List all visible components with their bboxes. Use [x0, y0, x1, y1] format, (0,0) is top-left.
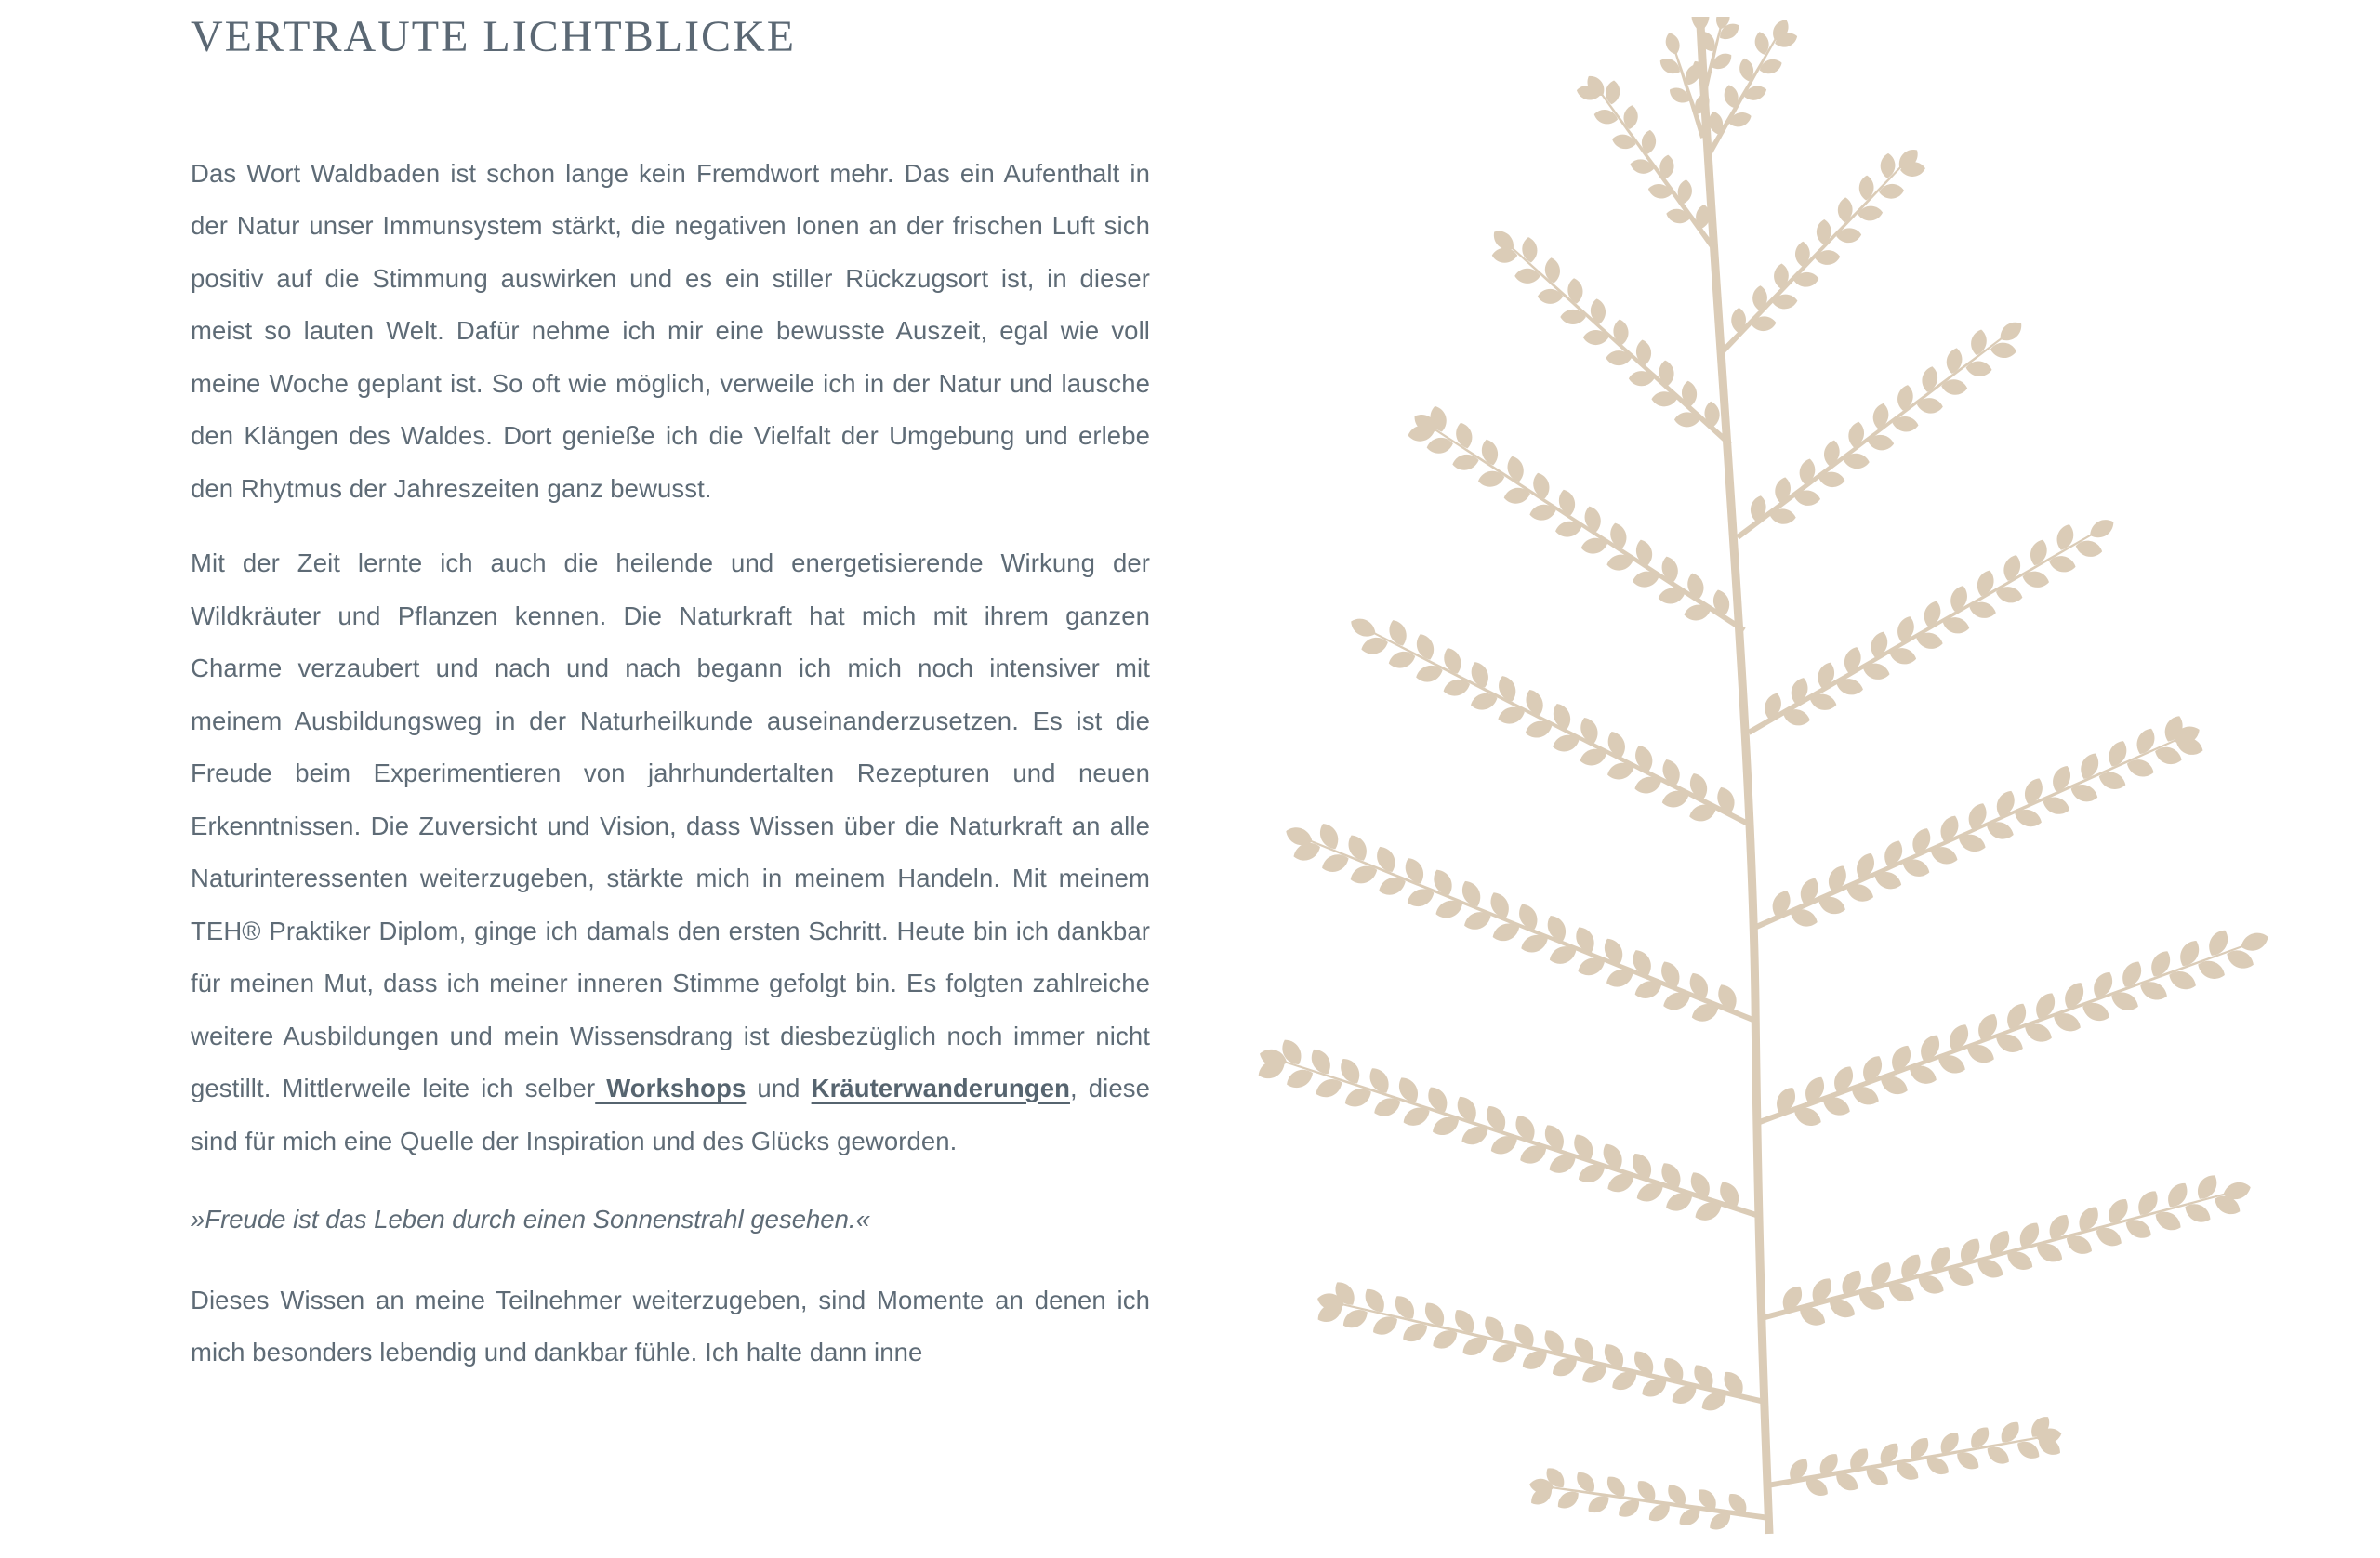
fern-illustration	[1255, 17, 2287, 1541]
paragraph-2-text-after: , diese sind für mich eine Quelle der Inspiration und des Glücks geworden.	[191, 1074, 1150, 1155]
page-title: VERTRAUTE LICHTBLICKE	[191, 12, 797, 61]
paragraph-1: Das Wort Waldbaden ist schon lange kein Fremdwort mehr. Das ein Aufenthalt in der Natur unser Immunsystem stärkt, die negativen Ionen an der frischen Luft sich positiv auf die Stimmung auswirken und es ein stiller Rückzugsort ist, in dieser meist so lauten Welt. Dafür nehme ich mir eine bewusste Auszeit, egal wie voll meine Woche geplant ist. So oft wie möglich, verweile ich in der Natur und lausche den Klängen des Waldes. Dort genieße ich die Vielfalt der Umgebung und erlebe den Rhytmus der Jahreszeiten ganz bewusst.	[191, 158, 1150, 503]
paragraph-2-text-before: Mit der Zeit lernte ich auch die heilende und energetisierende Wirkung der Wildkräuter und Pflanzen kennen. Die Naturkraft hat mich mit ihrem ganzen Charme verzaubert und nach und nach begann ich mich noch intensiver mit meinem Ausbildungsweg in der Naturheilkunde auseinanderzusetzen. Es ist die Freude beim Experimentieren von jahrhundertalten Rezepturen und neuen Erkenntnissen. Die Zuversicht und Vision, dass Wissen über die Naturkraft an alle Naturinteressenten weiterzugeben, stärkte mich in meinem Handeln. Mit meinem TEH® Praktiker Diplom, ginge ich damals den ersten Schritt. Heute bin ich dankbar für meinen Mut, dass ich meiner inneren Stimme gefolgt bin. Es folgten zahlreiche weitere Ausbildungen und mein Wissensdrang ist diesbezüglich noch immer nicht gestillt. Mittlerweile leite ich selber	[191, 548, 1150, 1103]
article	[191, 13, 1150, 1402]
paragraph-2	[191, 537, 1150, 1168]
workshops-link[interactable]: Workshops	[595, 1074, 747, 1103]
paragraph-3: Dieses Wissen an meine Teilnehmer weiterzugeben, sind Momente an denen ich mich besonders lebendig und dankbar fühle. Ich halte dann inne	[191, 1285, 1150, 1367]
fern-icon	[1255, 17, 2287, 1541]
kraeuterwanderungen-link[interactable]: Kräuterwanderungen	[811, 1074, 1070, 1103]
quote: »Freude ist das Leben durch einen Sonnenstrahl gesehen.«	[191, 1205, 870, 1235]
paragraph-2-text-middle: und	[746, 1074, 812, 1103]
